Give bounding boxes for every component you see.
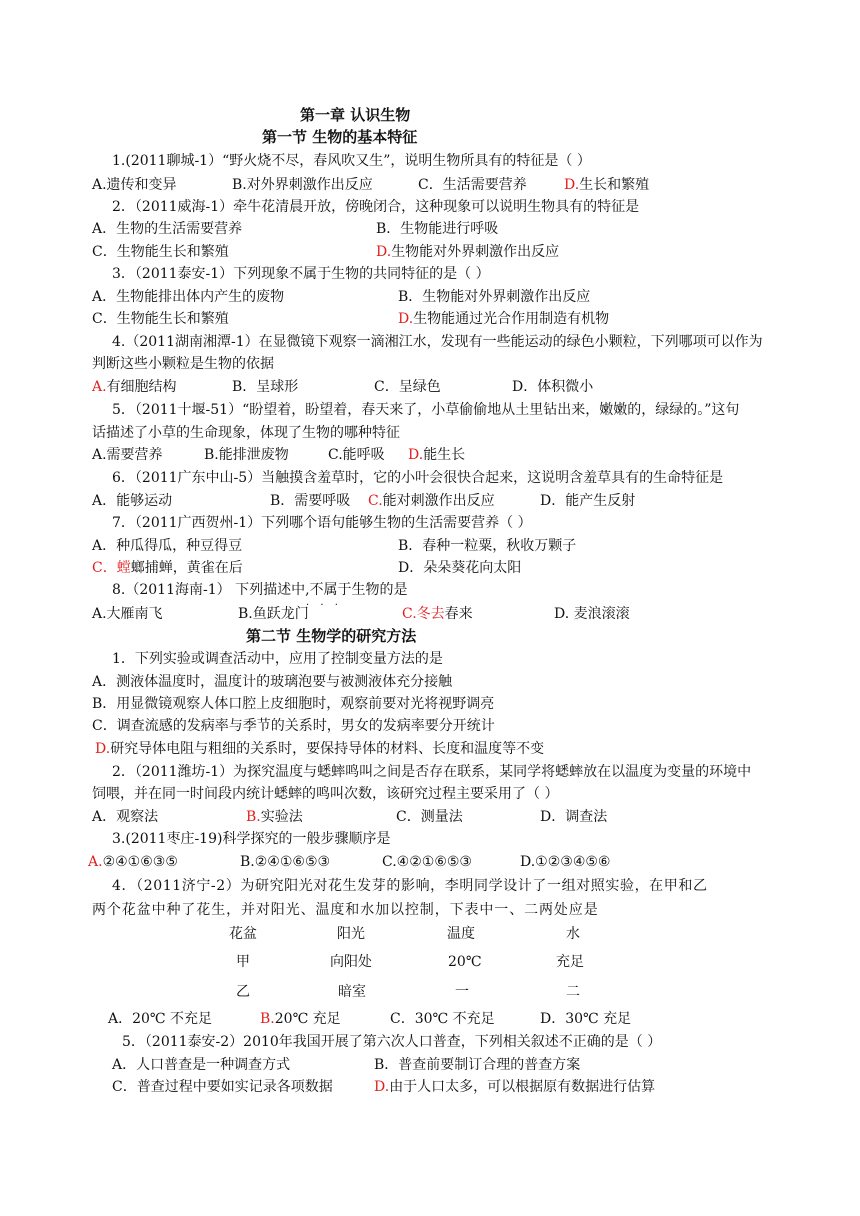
question-stem: 3．（2011泰安-1）下列现象不属于生物的共同特征的是（ ） xyxy=(112,266,490,282)
option-a: A．20℃ 不充足 xyxy=(108,1011,213,1027)
option-a: A.大雁南飞 xyxy=(92,606,163,622)
question-stem-cont: 两个花盆中种了花生，并对阳光、温度和水加以控制，下表中一、二两处应是 xyxy=(92,902,599,918)
table-cell: 充足 xyxy=(556,954,584,970)
option-d: D．调查法 xyxy=(540,809,608,825)
table-header: 花盆 xyxy=(229,926,257,942)
answer-mark: C. xyxy=(368,493,383,509)
option-b: B．呈球形 xyxy=(232,379,299,395)
table-cell: 乙 xyxy=(236,984,250,1000)
question-stem: 6．（2011广东中山-5）当触摸含羞草时，它的小叶会很快合起来，这说明含羞草具有的生命特征是 xyxy=(112,470,724,486)
option-b: B.对外界刺激作出反应 xyxy=(232,177,373,193)
answer-mark: B. xyxy=(260,1011,275,1027)
answer-mark: D. xyxy=(564,177,580,193)
option-b: B．生物能对外界刺激作出反应 xyxy=(398,289,591,305)
option-b: B.实验法 xyxy=(246,809,303,825)
table-header: 阳光 xyxy=(337,926,365,942)
section-title: 第二节 生物学的研究方法 xyxy=(246,627,417,645)
table-cell: 20℃ xyxy=(448,954,482,970)
section-title: 第一节 生物的基本特征 xyxy=(262,128,418,146)
option-b: B．春种一粒粟，秋收万颗子 xyxy=(398,538,577,554)
option-c: C.能呼吸 xyxy=(328,447,385,463)
option-c: C.④②①⑥⑤③ xyxy=(382,854,472,870)
option-c: C.冬去春来 xyxy=(402,606,473,622)
option-a: A．生物能排出体内产生的废物 xyxy=(92,289,285,305)
option-a: A．测液体温度时，温度计的玻璃泡要与被测液体充分接触 xyxy=(92,674,453,690)
option-a: A．观察法 xyxy=(92,809,159,825)
answer-mark: C．螳 xyxy=(92,560,131,576)
option-a: A.②④①⑥③⑤ xyxy=(88,854,178,870)
answer-mark: D. xyxy=(95,741,111,757)
answer-mark: B. xyxy=(246,809,261,825)
option-d: D.研究导体电阻与粗细的关系时，要保持导体的材料、长度和温度等不变 xyxy=(95,741,545,757)
option-b: B.鱼跃龙门 xyxy=(238,606,309,622)
question-stem: 2．（2011威海-1）牵牛花清晨开放，傍晚闭合，这种现象可以说明生物具有的特征是 xyxy=(112,199,640,215)
question-stem: 3.(2011枣庄-19)科学探究的一般步骤顺序是 xyxy=(112,831,391,847)
question-stem: 5．（2011泰安-2）2010年我国开展了第六次人口普查，下列相关叙述不正确的是（ ） xyxy=(122,1034,662,1050)
option-d: D.生物能通过光合作用制造有机物 xyxy=(398,311,610,327)
question-stem-cont: 饲喂，并在同一时间段内统计蟋蟀的鸣叫次数，该研究过程主要采用了（ ） xyxy=(92,786,559,802)
option-d: D．体积微小 xyxy=(512,379,594,395)
option-d: D.①②③④⑤⑥ xyxy=(520,854,611,870)
option-a: A.遗传和变异 xyxy=(92,177,177,193)
table-cell: 甲 xyxy=(236,954,250,970)
option-d: D.能生长 xyxy=(408,447,466,463)
option-b: B.②④①⑥⑤③ xyxy=(240,854,331,870)
option-c: C.能对刺激作出反应 xyxy=(368,493,495,509)
option-d: D．30℃ 充足 xyxy=(540,1011,632,1027)
table-header: 水 xyxy=(566,926,580,942)
question-stem: 1.(2011聊城-1）“野火烧不尽，春风吹又生”，说明生物所具有的特征是（ ） xyxy=(112,153,591,169)
option-c: C．测量法 xyxy=(396,809,463,825)
answer-mark: A. xyxy=(92,379,107,395)
option-b: B．普查前要制订合理的普查方案 xyxy=(374,1057,581,1073)
option-c: C．呈绿色 xyxy=(374,379,441,395)
question-stem: 4.（2011湖南湘潭-1）在显微镜下观察一滴湘江水，发现有一些能运动的绿色小颗粒，下列哪项可以作为 xyxy=(112,334,763,350)
option-d: D. 麦浪滚滚 xyxy=(554,606,630,622)
answer-mark: A. xyxy=(88,854,103,870)
option-b: B．需要呼吸 xyxy=(270,493,351,509)
option-a: A.需要营养 xyxy=(92,447,163,463)
answer-mark: C.冬去 xyxy=(402,606,445,622)
option-d: D.生物能对外界刺激作出反应 xyxy=(376,244,560,260)
option-a: A．种瓜得瓜，种豆得豆 xyxy=(92,538,243,554)
option-c: C．普查过程中要如实记录各项数据 xyxy=(112,1079,333,1095)
option-a: A．人口普查是一种调查方式 xyxy=(112,1057,291,1073)
option-b: B.能排泄废物 xyxy=(204,447,289,463)
option-c: C．螳螂捕蝉，黄雀在后 xyxy=(92,560,243,576)
option-c: C．生活需要营养 xyxy=(418,177,527,193)
question-stem: 4．（2011济宁-2）为研究阳光对花生发芽的影响，李明同学设计了一组对照实验，在甲和乙 xyxy=(112,878,708,894)
option-d: D.由于人口太多，可以根据原有数据进行估算 xyxy=(374,1079,656,1095)
option-a: A．生物的生活需要营养 xyxy=(92,221,243,237)
option-d: D．朵朵葵花向太阳 xyxy=(398,560,522,576)
question-stem-cont: 判断这些小颗粒是生物的依据 xyxy=(92,356,274,372)
question-stem-cont: 话描述了小草的生命现象，体现了生物的哪种特征 xyxy=(92,425,400,441)
option-d: D.生长和繁殖 xyxy=(564,177,650,193)
chapter-title: 第一章 认识生物 xyxy=(300,106,411,124)
question-stem: 7．（2011广西贺州-1）下列哪个语句能够生物的生活需要营养（ ） xyxy=(112,515,532,531)
option-c: C．生物能生长和繁殖 xyxy=(92,244,229,260)
answer-mark: D. xyxy=(374,1079,390,1095)
answer-mark: D. xyxy=(398,311,414,327)
question-stem: 5．（2011十堰-51）“盼望着，盼望着，春天来了，小草偷偷地从土里钻出来，嫩嫩的，绿绿的。”这句 xyxy=(112,402,740,418)
answer-mark: D. xyxy=(376,244,392,260)
table-cell: 二 xyxy=(566,984,580,1000)
option-b: B．用显微镜观察人体口腔上皮细胞时，观察前要对光将视野调亮 xyxy=(92,696,495,712)
question-stem: 8.（2011海南-1） 下列描述中,不属于生物的是 xyxy=(112,582,408,598)
table-cell: 向阳处 xyxy=(330,954,372,970)
question-stem: 1．下列实验或调查活动中，应用了控制变量方法的是 xyxy=(112,651,443,667)
option-c: C．30℃ 不充足 xyxy=(390,1011,495,1027)
table-header: 温度 xyxy=(447,926,475,942)
option-a: A.有细胞结构 xyxy=(92,379,177,395)
answer-mark: D. xyxy=(408,447,424,463)
option-b: B．生物能进行呼吸 xyxy=(376,221,499,237)
option-b: B.20℃ 充足 xyxy=(260,1011,341,1027)
table-cell: 一 xyxy=(455,984,469,1000)
emphasis-dots: · · · xyxy=(306,600,342,611)
option-d: D．能产生反射 xyxy=(540,493,636,509)
table-cell: 暗室 xyxy=(338,984,366,1000)
option-c: C．生物能生长和繁殖 xyxy=(92,311,229,327)
question-stem: 2．（2011潍坊-1）为探究温度与蟋蟀鸣叫之间是否存在联系，某同学将蟋蟀放在以温度为变量的环境中 xyxy=(112,764,752,780)
option-a: A．能够运动 xyxy=(92,493,173,509)
option-c: C．调查流感的发病率与季节的关系时，男女的发病率要分开统计 xyxy=(92,718,495,734)
